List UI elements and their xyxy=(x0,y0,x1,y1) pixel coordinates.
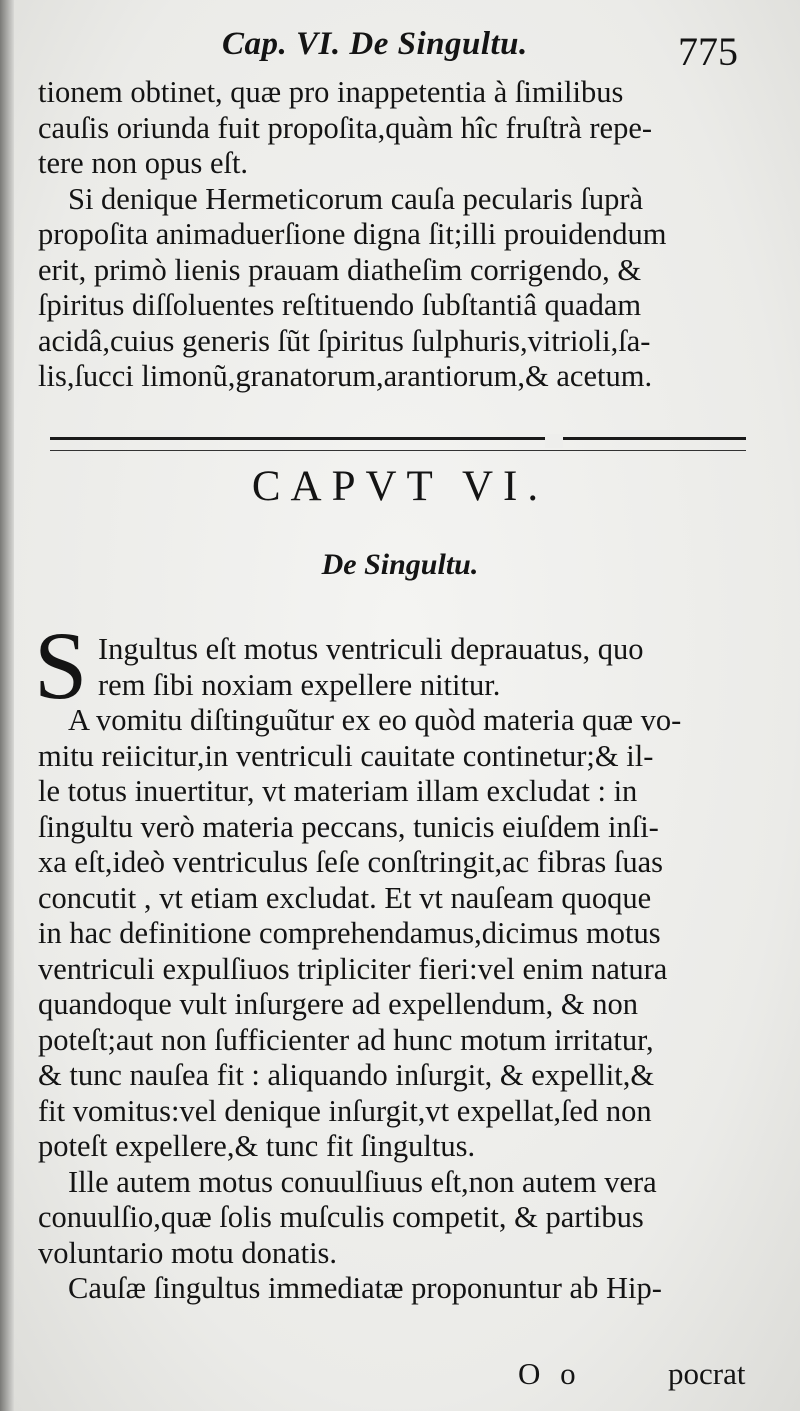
page-number: 775 xyxy=(678,29,738,74)
text-line: Ingultus eſt motus ventriculi deprauatus, quo xyxy=(98,632,644,666)
text-line: cauſis oriunda fuit propoſita,quàm hîc fruſtrà repe- xyxy=(38,110,653,145)
catchword: pocrat xyxy=(668,1356,746,1391)
text-line: poteſt expellere,& tunc fit ſingultus. xyxy=(38,1129,476,1163)
text-line: Cauſæ ſingultus immediatæ proponuntur ab Hip- xyxy=(68,1271,662,1305)
text-line: voluntario motu donatis. xyxy=(38,1235,338,1270)
text-line: concutit , vt etiam excludat. Et vt nauſeam quoque xyxy=(38,880,652,915)
text-line: xa eſt,ideò ventriculus ſeſe conſtringit,ac fibras ſuas xyxy=(38,845,664,879)
text-line: mitu reiicitur,in ventriculi cauitate continetur;& il- xyxy=(38,738,654,773)
text-line: conuulſio,quæ ſolis muſculis competit, & partibus xyxy=(38,1200,644,1234)
text-line: rem ſibi noxiam expellere nititur. xyxy=(98,667,501,702)
text-line: Si denique Hermeticorum cauſa pecularis ſuprà xyxy=(68,181,644,216)
text-line: acidâ,cuius generis ſũt ſpiritus ſulphuris,vitrioli,ſa- xyxy=(38,323,651,358)
section-rule xyxy=(50,437,746,451)
signature-mark: O o xyxy=(518,1356,582,1391)
text-line: ventriculi expulſiuos tripliciter fieri:vel enim natura xyxy=(38,951,668,986)
chapter-heading: CAPVT VI. xyxy=(251,463,549,510)
page-footer xyxy=(0,1356,800,1396)
text-line: ſingultu verò materia peccans, tunicis eiuſdem inſi- xyxy=(38,809,659,844)
chapter-subtitle: De Singultu. xyxy=(321,548,479,581)
drop-cap: S xyxy=(34,612,88,719)
text-line: & tunc nauſea fit : aliquando inſurgit, & expellit,& xyxy=(38,1058,655,1092)
text-line: tere non opus eſt. xyxy=(38,146,249,180)
text-line: ſpiritus diſſoluentes reſtituendo ſubſtantiâ quadam xyxy=(38,288,642,322)
body-text xyxy=(38,703,760,1307)
text-line: in hac definitione comprehendamus,dicimus motus xyxy=(38,916,661,950)
running-head xyxy=(0,18,800,78)
text-line: fit vomitus:vel denique inſurgit,vt expellat,ſed non xyxy=(38,1093,652,1128)
text-line: erit, primò lienis prauam diatheſim corrigendo, & xyxy=(38,252,642,287)
running-head-title: Cap. VI. De Singultu. xyxy=(222,26,528,62)
page-edge-shadow xyxy=(0,0,14,1411)
text-line: le totus inuertitur, vt materiam illam excludat : in xyxy=(38,774,638,808)
text-line: quandoque vult inſurgere ad expellendum, & non xyxy=(38,987,638,1021)
text-line: propoſita animaduerſione digna ſit;illi prouidendum xyxy=(38,217,667,251)
text-line: poteſt;aut non ſufficienter ad hunc motum irritatur, xyxy=(38,1022,654,1057)
opening-lines xyxy=(98,632,760,703)
text-line: lis,ſucci limonũ,granatorum,arantiorum,& acetum. xyxy=(38,359,653,393)
text-line: Ille autem motus conuulſiuus eſt,non autem vera xyxy=(68,1164,657,1199)
text-line: A vomitu diſtinguũtur ex eo quòd materia quæ vo- xyxy=(68,703,682,737)
text-line: tionem obtinet, quæ pro inappetentia à ſimilibus xyxy=(38,75,624,109)
continued-text xyxy=(38,75,760,395)
